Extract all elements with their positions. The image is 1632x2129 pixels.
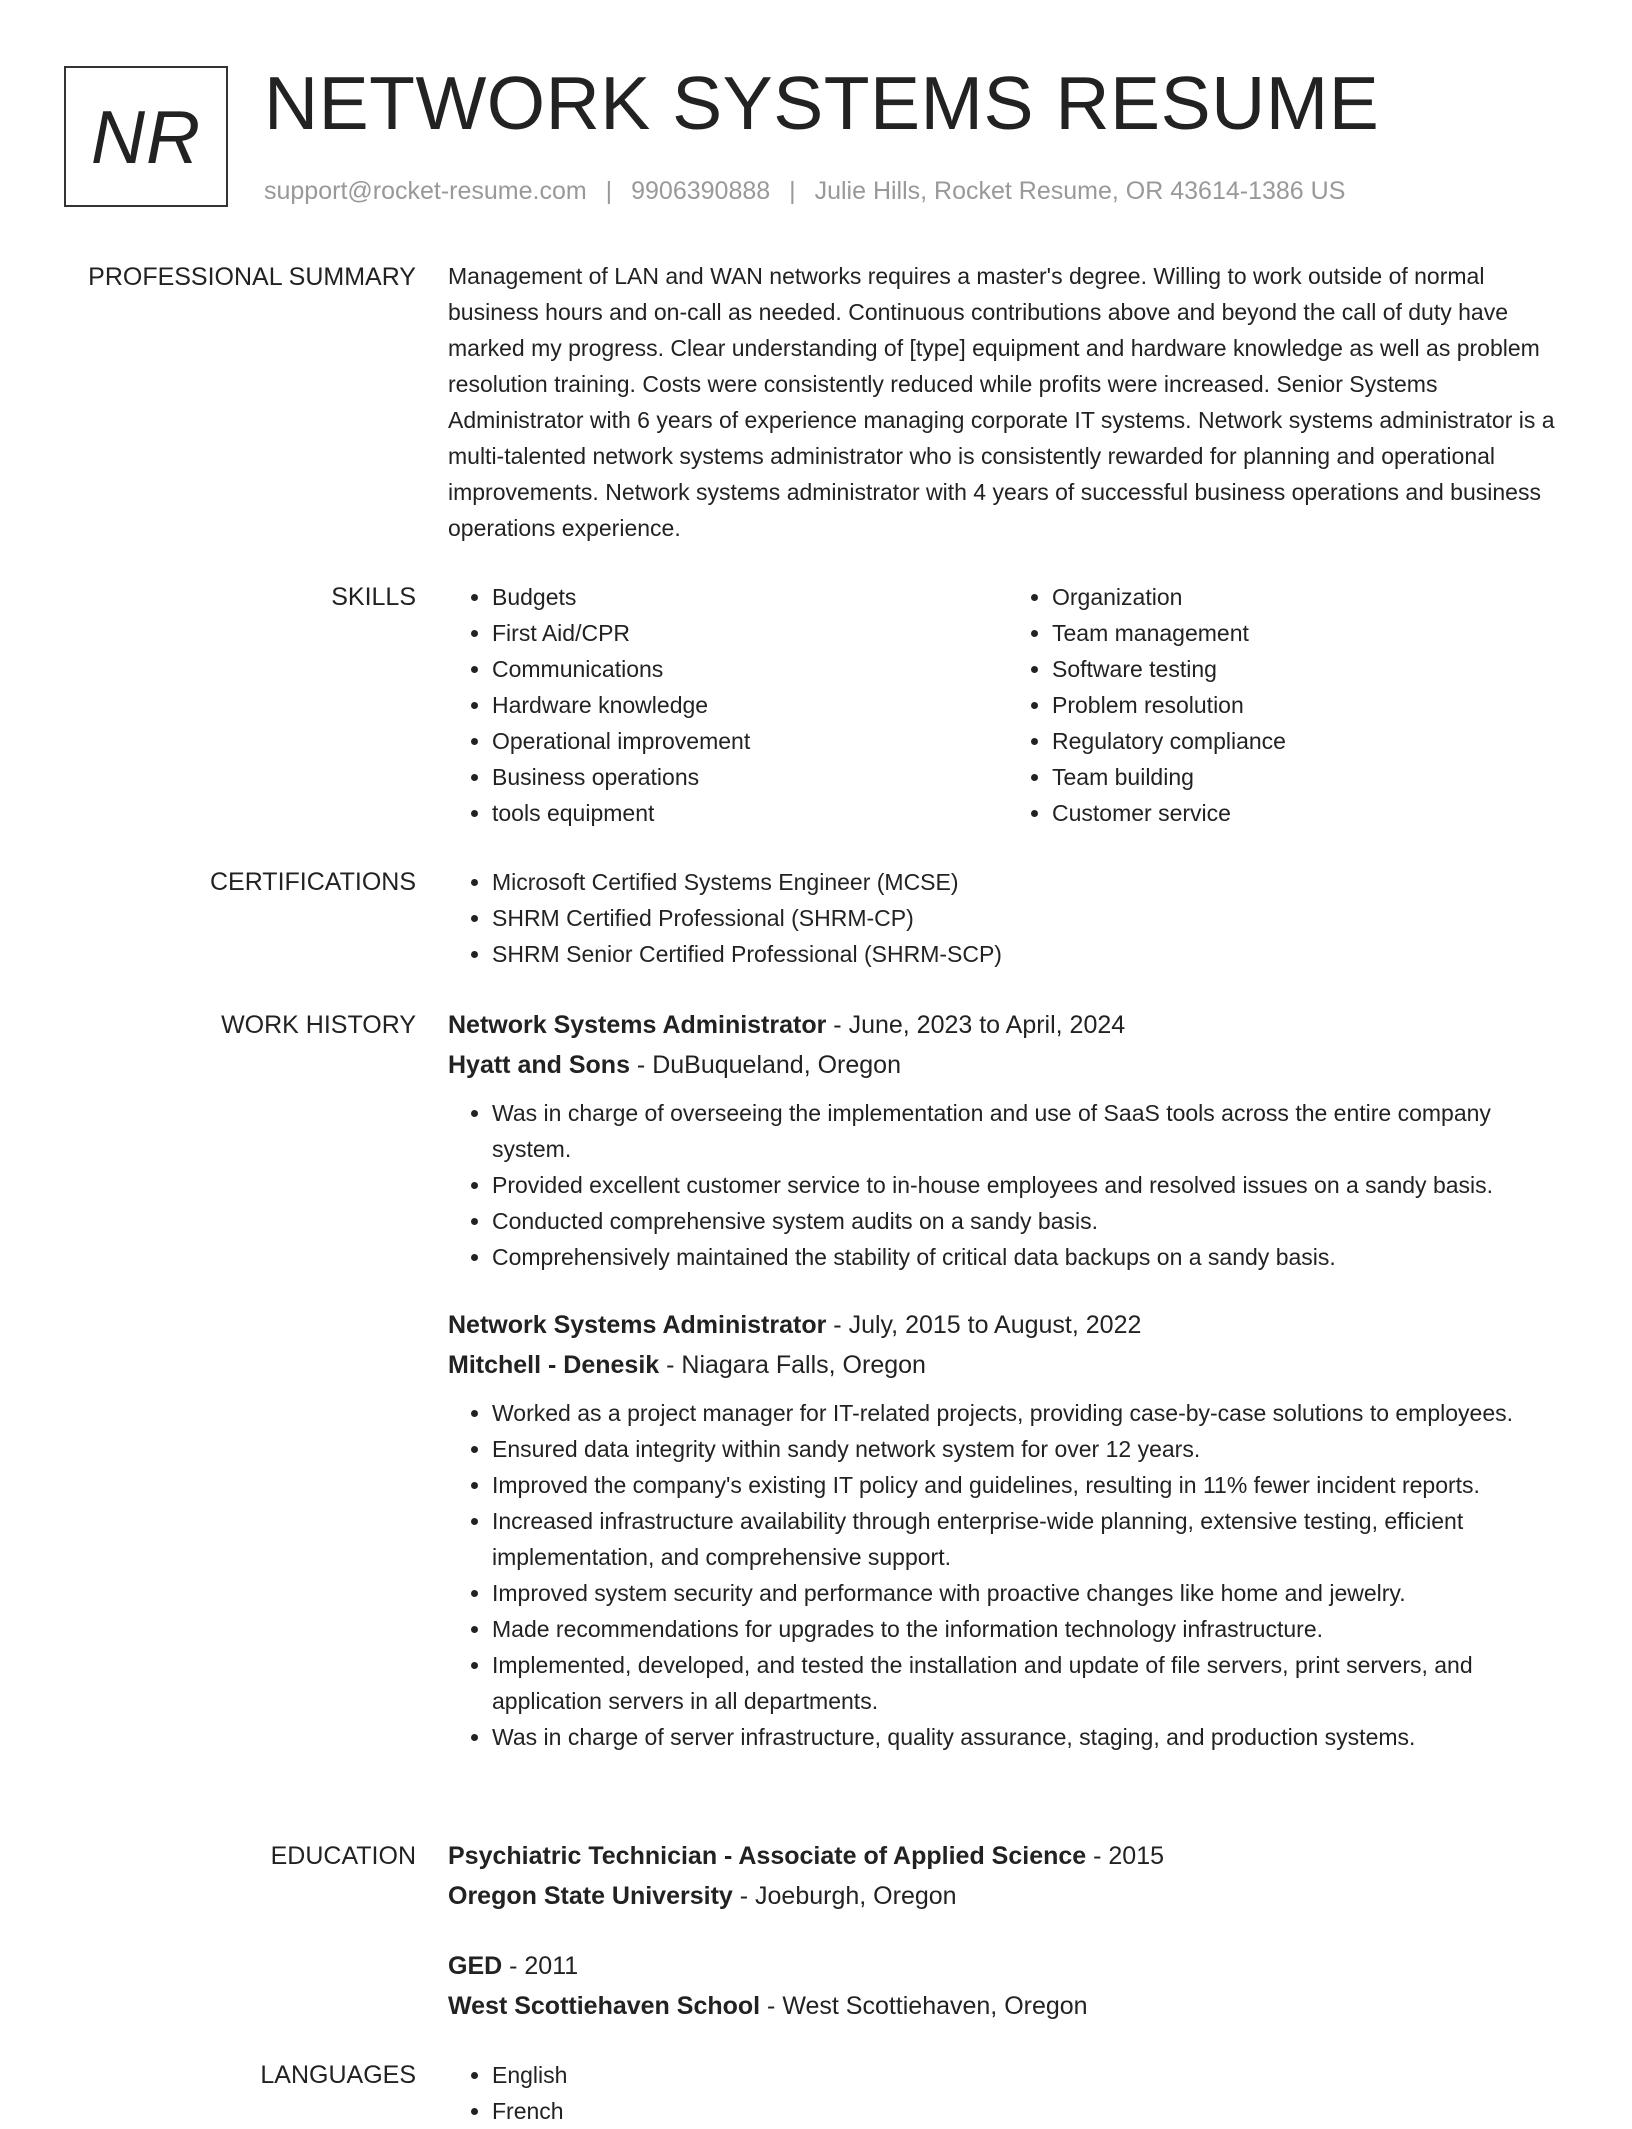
contact-separator: | — [605, 177, 613, 205]
job-bullet: • Provided excellent customer service to in-house employees and resolved issues on a sandy basis. — [492, 1167, 1568, 1203]
education-year: - 2015 — [1086, 1842, 1165, 1870]
job-title-line — [448, 1005, 1568, 1045]
job-role: Network Systems Administrator — [448, 1011, 827, 1039]
education-year: - 2011 — [502, 1952, 579, 1980]
education-body — [448, 1836, 1568, 2056]
certification-item: • Microsoft Certified Systems Engineer (MCSE) — [492, 864, 1568, 900]
education-entry — [448, 1836, 1568, 1916]
job-bullet: • Made recommendations for upgrades to the information technology infrastructure. — [492, 1611, 1568, 1647]
skill-item: • Regulatory compliance — [1052, 723, 1568, 759]
skills-list-left — [448, 579, 1008, 831]
section-title: EDUCATION — [270, 1842, 416, 1870]
section-title: SKILLS — [331, 583, 416, 611]
job-bullet: • Improved system security and performance with proactive changes like home and jewelry. — [492, 1575, 1568, 1611]
education-location: - West Scottiehaven, Oregon — [760, 1992, 1088, 2020]
job-bullet: • Implemented, developed, and tested the installation and update of file servers, print servers, and application servers in all departments. — [492, 1647, 1568, 1719]
education-degree-line — [448, 1946, 1568, 1986]
job-entry — [448, 1305, 1568, 1755]
language-item: • English — [492, 2057, 1568, 2093]
skill-item: • Operational improvement — [492, 723, 1008, 759]
skill-item: • Business operations — [492, 759, 1008, 795]
skill-item: • Budgets — [492, 579, 1008, 615]
job-bullets — [448, 1095, 1568, 1275]
education-location: - Joeburgh, Oregon — [732, 1882, 957, 1910]
work-history-body — [448, 1005, 1568, 1785]
education-school-line — [448, 1986, 1568, 2026]
skill-item: • Customer service — [1052, 795, 1568, 831]
job-bullets — [448, 1395, 1568, 1755]
section-title: CERTIFICATIONS — [209, 868, 416, 896]
monogram-box — [64, 66, 228, 207]
job-bullet: • Comprehensively maintained the stability of critical data backups on a sandy basis. — [492, 1239, 1568, 1275]
job-company: Hyatt and Sons — [448, 1051, 630, 1079]
contact-phone[interactable]: 9906390888 — [631, 177, 771, 205]
job-bullet: • Worked as a project manager for IT-related projects, providing case-by-case solutions to employees. — [492, 1395, 1568, 1431]
resume-title: NETWORK SYSTEMS RESUME — [264, 61, 1380, 145]
language-item: • French — [492, 2093, 1568, 2129]
skill-item: • Problem resolution — [1052, 687, 1568, 723]
job-bullet: • Was in charge of overseeing the implementation and use of SaaS tools across the entire company system. — [492, 1095, 1568, 1167]
skills-body — [448, 579, 1568, 831]
contact-separator: | — [789, 177, 796, 205]
job-bullet: • Increased infrastructure availability through enterprise-wide planning, extensive testing, efficient implementation, and comprehensive support. — [492, 1503, 1568, 1575]
skill-item: • Hardware knowledge — [492, 687, 1008, 723]
summary-text: Management of LAN and WAN networks requires a master's degree. Willing to work outside of normal business hours and on-call as needed. Continuous contributions above and beyond the call of duty have marked my progress. Clear understanding of [type] equipment and hardware knowledge as well as problem resolution training. Costs were consistently reduced while profits were increased. Senior Systems Administrator with 6 years of experience managing corporate IT systems. Network systems administrator is a multi-talented network systems administrator who is consistently rewarded for planning and operational improvements. Network systems administrator with 4 years of successful business operations and business operations experience. — [448, 263, 1555, 541]
job-dates: - July, 2015 to August, 2022 — [826, 1311, 1142, 1339]
certification-item: • SHRM Senior Certified Professional (SHRM-SCP) — [492, 936, 1568, 972]
skill-item: • Organization — [1052, 579, 1568, 615]
certification-item: • SHRM Certified Professional (SHRM-CP) — [492, 900, 1568, 936]
job-company-line — [448, 1045, 1568, 1085]
skill-item: • tools equipment — [492, 795, 1008, 831]
monogram-text: NR — [90, 94, 202, 179]
job-dates: - June, 2023 to April, 2024 — [826, 1011, 1126, 1039]
job-role: Network Systems Administrator — [448, 1311, 827, 1339]
education-school: Oregon State University — [448, 1882, 733, 1910]
job-bullet: • Was in charge of server infrastructure, quality assurance, staging, and production systems. — [492, 1719, 1568, 1755]
skill-item: • Team building — [1052, 759, 1568, 795]
contact-line — [264, 176, 1345, 206]
education-degree-line — [448, 1836, 1568, 1876]
job-bullet: • Conducted comprehensive system audits on a sandy basis. — [492, 1203, 1568, 1239]
job-bullet: • Improved the company's existing IT policy and guidelines, resulting in 11% fewer incident reports. — [492, 1467, 1568, 1503]
skill-item: • Communications — [492, 651, 1008, 687]
section-title: LANGUAGES — [260, 2061, 416, 2089]
job-company: Mitchell - Denesik — [448, 1351, 660, 1379]
languages-body — [448, 2057, 1568, 2129]
education-degree: Psychiatric Technician - Associate of Applied Science — [448, 1842, 1087, 1870]
job-entry — [448, 1005, 1568, 1275]
section-title: WORK HISTORY — [221, 1011, 416, 1039]
skills-list-right — [1008, 579, 1568, 831]
skill-item: • First Aid/CPR — [492, 615, 1008, 651]
summary-body — [448, 258, 1568, 546]
job-location: - DuBuqueland, Oregon — [629, 1051, 901, 1079]
education-degree: GED — [448, 1952, 503, 1980]
education-entry — [448, 1946, 1568, 2026]
education-school: West Scottiehaven School — [448, 1992, 761, 2020]
education-school-line — [448, 1876, 1568, 1916]
section-title: PROFESSIONAL SUMMARY — [88, 263, 416, 291]
certifications-body — [448, 864, 1568, 972]
skill-item: • Software testing — [1052, 651, 1568, 687]
job-location: - Niagara Falls, Oregon — [659, 1351, 926, 1379]
contact-email[interactable]: support@rocket-resume.com — [264, 177, 587, 205]
job-bullet: • Ensured data integrity within sandy network system for over 12 years. — [492, 1431, 1568, 1467]
languages-list — [448, 2057, 1568, 2129]
contact-address: Julie Hills, Rocket Resume, OR 43614-1386 US — [814, 177, 1346, 205]
skill-item: • Team management — [1052, 615, 1568, 651]
job-company-line — [448, 1345, 1568, 1385]
job-title-line — [448, 1305, 1568, 1345]
certifications-list — [448, 864, 1568, 972]
